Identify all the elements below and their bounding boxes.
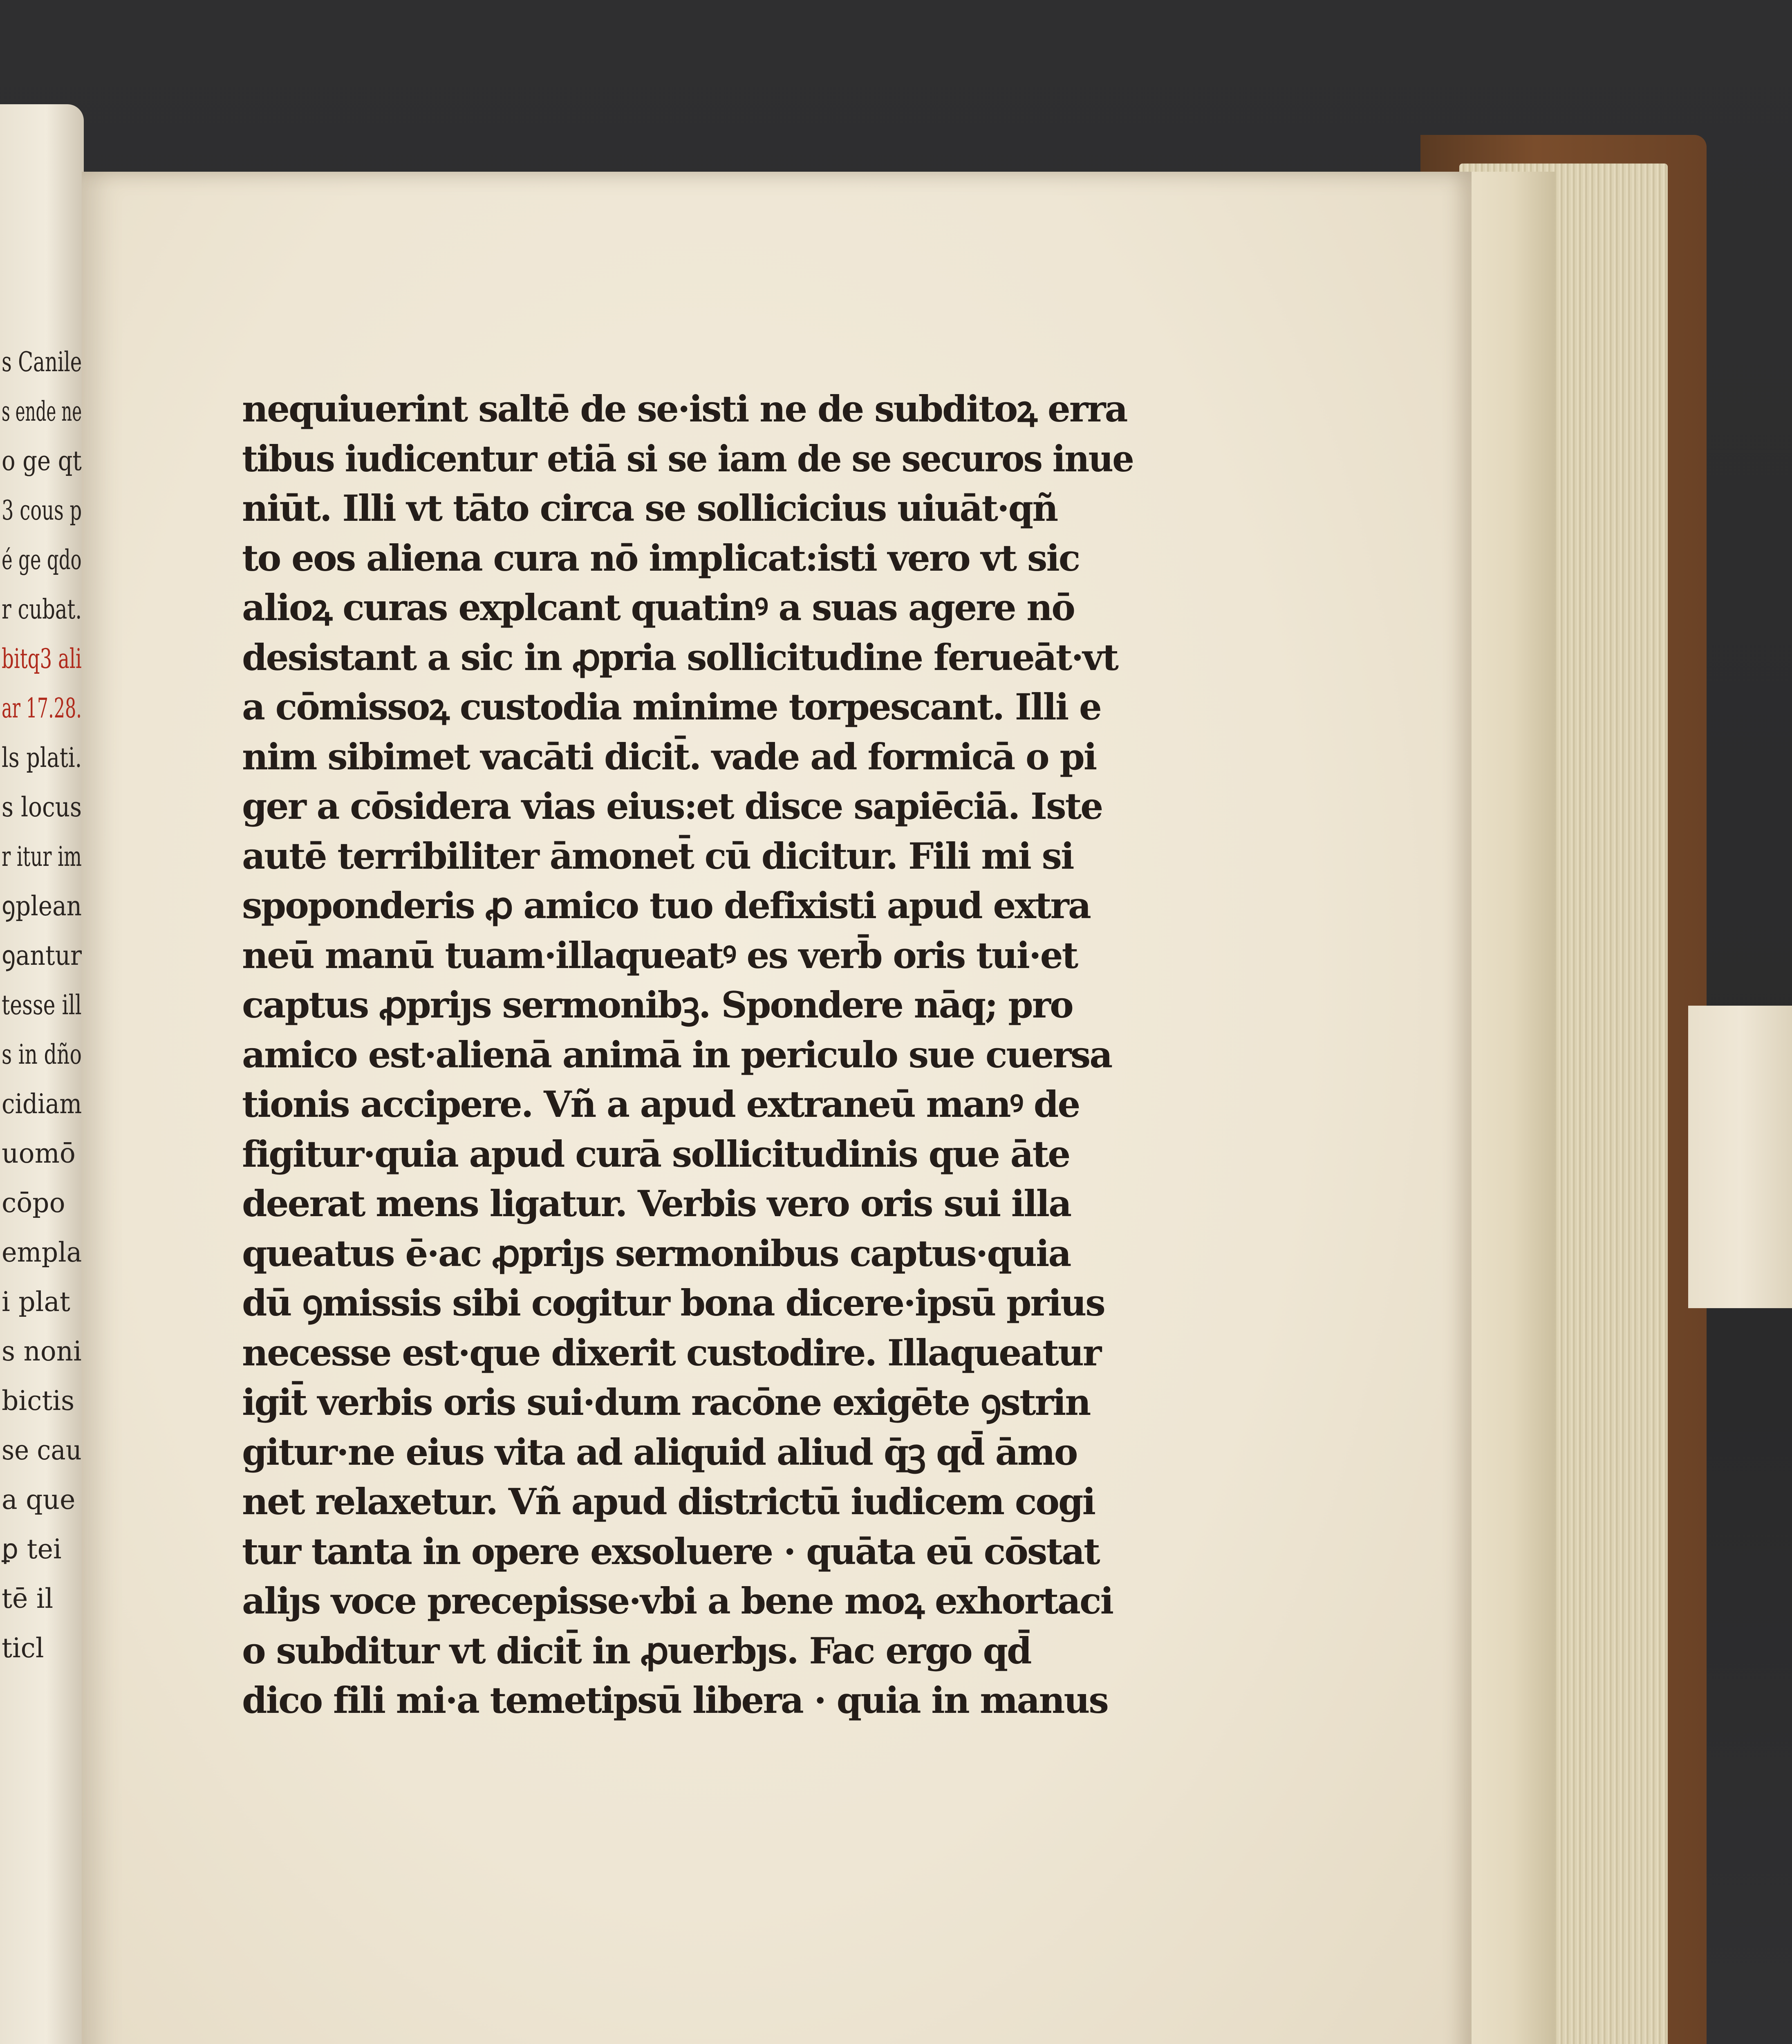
text-line: igit̄ verbis oris sui·dum racōne exigēte ꝯstrin: [242, 1381, 1090, 1423]
text-line: alioꝝ curas explcant quatinꝰ a suas agere nō: [242, 586, 1074, 629]
left-fragment-line: cōpo: [2, 1187, 65, 1219]
left-fragment-line: bictis: [2, 1385, 75, 1416]
text-line: amico est·alienā animā in periculo sue cuersa: [242, 1033, 1112, 1076]
text-line: figitur·quia apud curā sollicitudinis que āte: [242, 1132, 1070, 1175]
left-fragment-line: s ende ne: [2, 396, 82, 427]
text-line: queatus ē·ac ꝓpriȷs sermonibus captus·quia: [242, 1232, 1071, 1275]
left-fragment-line: empla: [2, 1237, 82, 1268]
left-fragment-line: uomō: [2, 1138, 76, 1169]
left-fragment-line: ꝯantur: [2, 940, 82, 971]
left-fragment-line: s in dño: [2, 1039, 82, 1070]
text-line: captus ꝓpriȷs sermonibꝫ. Spondere nāq; pro: [242, 984, 1073, 1026]
text-line: desistant a sic in ꝓpria sollicitudine ferueāt·vt: [242, 636, 1118, 679]
text-block: [242, 384, 1133, 1726]
left-fragment-line: 3 cous p: [2, 495, 82, 526]
left-fragment-line: tē il: [2, 1583, 54, 1614]
text-line: net relaxetur. Vñ apud districtū iudicem cogi: [242, 1480, 1095, 1523]
left-page-text-fragments: [2, 337, 83, 1673]
left-fragment-line: r cubat.: [2, 594, 82, 625]
text-line: tionis accipere. Vñ a apud extraneū manꝰ de: [242, 1083, 1080, 1125]
left-fragment-line: a que: [2, 1484, 76, 1515]
left-fragment-line: s locus: [2, 791, 82, 823]
left-fragment-line: s Canile: [2, 346, 82, 378]
left-fragment-line: tesse ill: [2, 989, 82, 1021]
left-fragment-line: ꝯplean: [2, 890, 82, 922]
left-fragment-line: s noni: [2, 1336, 82, 1367]
text-line: spoponderis ꝓ amico tuo defixisti apud extra: [242, 884, 1090, 927]
text-line: ger a cōsidera vias eius:et disce sapiēciā. Iste: [242, 785, 1102, 827]
left-fragment-line: é ge qdo: [2, 544, 82, 576]
text-line: dico fili mi·a temetipsū libera · quia in manus: [242, 1679, 1108, 1721]
recto-page: [82, 172, 1472, 2044]
text-line: autē terribiliter āmonet̄ cū dicitur. Fili mi si: [242, 834, 1073, 877]
left-facing-page: [0, 104, 84, 2044]
text-line: tur tanta in opere exsoluere · quāta eū cōstat: [242, 1530, 1099, 1573]
text-line: aliȷs voce precepisse·vbi a bene moꝝ exhortaci: [242, 1580, 1113, 1622]
left-fragment-line-rubric: bitq3 ali: [2, 643, 82, 675]
left-fragment-line: cidiam: [2, 1088, 82, 1120]
text-line: nequiuerint saltē de se·isti ne de subditoꝝ erra: [242, 388, 1127, 430]
text-line: necesse est·que dixerit custodire. Illaqueatur: [242, 1331, 1101, 1374]
left-fragment-line: ls plati.: [2, 742, 82, 773]
text-line: a cōmissoꝝ custodia minime torpescant. Illi e: [242, 686, 1101, 728]
text-line: tibus iudicentur etiā si se iam de se securos inue: [242, 437, 1133, 480]
text-line: o subditur vt dicit̄ in ꝓuerbȷs. Fac ergo qd̄: [242, 1629, 1031, 1672]
text-line: gitur·ne eius vita ad aliquid aliud q̄ꝫ qd̄ āmo: [242, 1430, 1077, 1473]
text-line: niūt. Illi vt tāto circa se sollicicius uiuāt·qñ: [242, 487, 1057, 529]
text-line: to eos aliena cura nō implicat:isti vero vt sic: [242, 536, 1080, 579]
left-fragment-line: r itur im: [2, 841, 82, 872]
left-fragment-line: ticl: [2, 1632, 44, 1664]
text-line: nim sibimet vacāti dicit̄. vade ad formicā o pi: [242, 735, 1096, 778]
paper-bookmark-strip: [1688, 1006, 1792, 1308]
left-fragment-line: o ge qt: [2, 445, 82, 477]
text-line: neū manū tuam·illaqueatꝰ es verb̄ oris tui·et: [242, 934, 1077, 977]
left-fragment-line-rubric: ar 17.28.: [2, 693, 82, 724]
text-line: deerat mens ligatur. Verbis vero oris sui illa: [242, 1182, 1071, 1225]
text-line: dū ꝯmissis sibi cogitur bona dicere·ipsū prius: [242, 1282, 1104, 1324]
left-fragment-line: i plat: [2, 1286, 70, 1318]
left-fragment-line: ꝑ tei: [2, 1533, 62, 1565]
left-fragment-line: se cau: [2, 1434, 82, 1466]
